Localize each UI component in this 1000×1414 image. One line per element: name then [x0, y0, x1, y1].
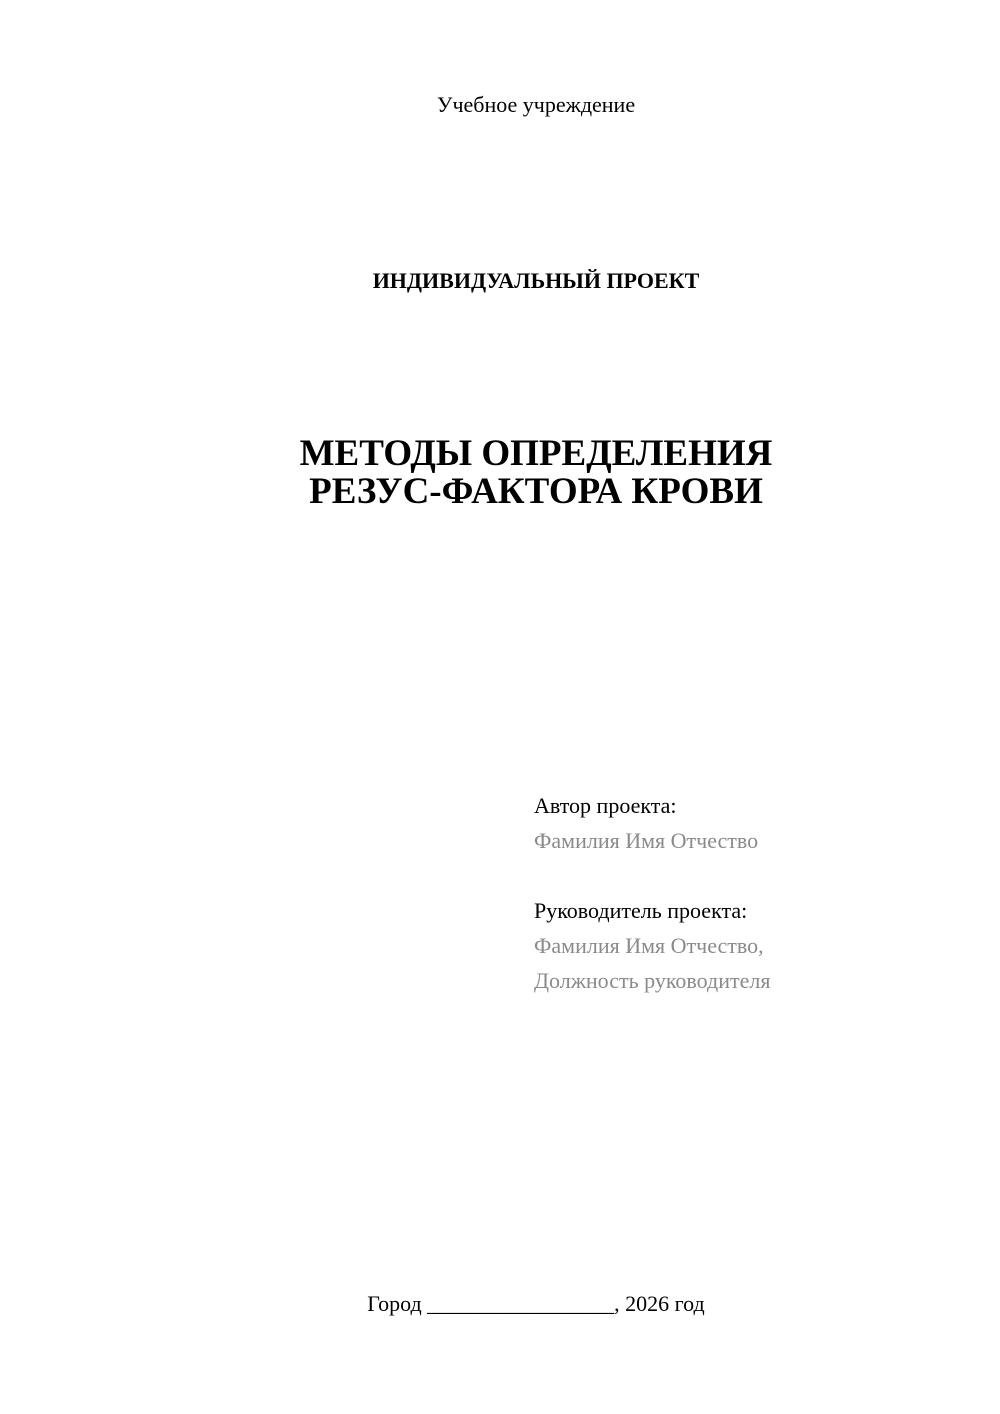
spacer: [534, 858, 974, 893]
document-type: ИНДИВИДУАЛЬНЫЙ ПРОЕКТ: [372, 268, 700, 293]
city-year-line: Город _________________, 2026 год: [367, 1291, 705, 1316]
supervisor-position: Должность руководителя: [534, 968, 771, 993]
institution-name: Учебное учреждение: [436, 92, 636, 117]
project-title-line-1: МЕТОДЫ ОПРЕДЕЛЕНИЯ: [299, 433, 773, 474]
project-info-block: [534, 788, 974, 998]
supervisor-label: Руководитель проекта:: [534, 898, 748, 923]
project-title: [0, 435, 1000, 511]
project-title-line-2: РЕЗУС-ФАКТОРА КРОВИ: [309, 471, 763, 512]
supervisor-name: Фамилия Имя Отчество,: [534, 933, 764, 958]
author-label: Автор проекта:: [534, 793, 677, 818]
author-name: Фамилия Имя Отчество: [534, 828, 759, 853]
